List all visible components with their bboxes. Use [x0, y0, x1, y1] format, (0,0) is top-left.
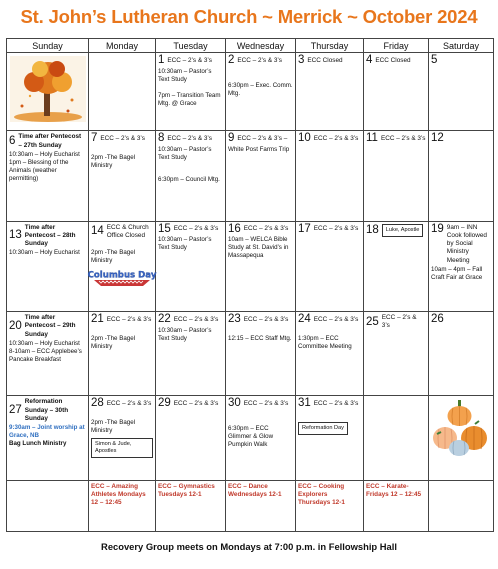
day-number: 23 — [228, 313, 241, 326]
ecc-status: ECC Closed — [375, 57, 411, 65]
day-number: 14 — [91, 225, 104, 238]
footer-note: Recovery Group meets on Mondays at 7:00 p.m. in Fellowship Hall — [101, 541, 397, 552]
event-text: 6:30pm – Council Mtg. — [158, 175, 220, 183]
event-text: 10:30am – Holy Eucharist — [9, 339, 80, 347]
day-cell-21 — [89, 312, 156, 396]
ecc-status: ECC – 2’s & 3’s — [106, 400, 152, 408]
event-text: 2pm -The Bagel Ministry — [91, 334, 136, 350]
day-cell-9 — [226, 131, 296, 221]
sunday-heading: Reformation Sunday – 30th Sunday — [24, 398, 69, 422]
day-number: 16 — [228, 222, 241, 235]
ecc-status: ECC – 2’s & 3’s — [106, 315, 152, 323]
ecc-status: ECC – 2’s & 3’s — [243, 315, 289, 323]
event-text: 10:30am – Holy Eucharist — [9, 150, 80, 158]
calendar-grid — [6, 38, 494, 532]
day-number: 27 — [9, 403, 22, 416]
day-cell-8 — [156, 131, 226, 221]
feast-day-box: Simon & Jude, Apostles — [91, 438, 153, 458]
day-header-saturday: Saturday — [429, 39, 494, 53]
day-cell-14 — [89, 221, 156, 311]
day-cell-13 — [7, 221, 89, 311]
day-number: 21 — [91, 313, 104, 326]
day-cell-24 — [296, 312, 364, 396]
sunday-heading: Time after Pentecost – 27th Sunday — [18, 133, 82, 149]
columbus-day-label: Columbus Day — [87, 270, 157, 281]
sunday-heading: Time after Pentecost – 29th Sunday — [24, 314, 76, 338]
day-cell-6 — [7, 131, 89, 221]
ecc-status: ECC – 2’s & 3’s — [237, 57, 282, 65]
ecc-status: ECC & Church Office Closed — [106, 223, 149, 239]
pumpkins-image-cell — [429, 396, 494, 480]
event-text: 9am – INN Cook followed by Social Ministry Meeting — [446, 223, 487, 264]
day-cell-18 — [364, 221, 429, 311]
weekday-header-row — [7, 39, 494, 53]
event-text: 2pm -The Bagel Ministry — [91, 418, 136, 434]
day-cell-19 — [429, 221, 494, 311]
ecc-status: ECC – 2’s & 3’s — [313, 135, 359, 143]
day-number: 8 — [158, 132, 165, 145]
week-row-4 — [7, 312, 494, 396]
day-cell-20 — [7, 312, 89, 396]
ecc-status: ECC – 2’s & 3’s — [100, 135, 145, 143]
day-cell-25 — [364, 312, 429, 396]
day-cell-15 — [156, 221, 226, 311]
day-number: 12 — [431, 132, 444, 145]
event-text: 10am – WELCA Bible Study at St. David’s in Massapequa — [228, 236, 289, 260]
day-cell-11 — [364, 131, 429, 221]
event-text: 6:30pm – Exec. Comm. Mtg. — [228, 81, 293, 97]
day-number: 9 — [228, 132, 235, 145]
event-text: 1pm – Blessing of the Animals (weather permitting) — [9, 158, 69, 182]
class-text: ECC – Dance Wednesdays 12-1 — [228, 482, 282, 498]
day-cell-7 — [89, 131, 156, 221]
day-header-friday: Friday — [364, 39, 429, 53]
week-row-3 — [7, 221, 494, 311]
day-number: 5 — [431, 54, 438, 67]
day-cell-22 — [156, 312, 226, 396]
ecc-status: ECC – 2’s & 3’s — [167, 135, 212, 143]
day-number: 6 — [9, 134, 16, 147]
day-cell-23 — [226, 312, 296, 396]
event-text: 9:30am – Joint worship at Grace, NB — [9, 423, 85, 439]
event-text: 10:30am – Pastor’s Text Study — [158, 326, 212, 342]
class-cell-friday — [364, 480, 429, 531]
day-number: 24 — [298, 313, 311, 326]
day-cell-10 — [296, 131, 364, 221]
day-number: 7 — [91, 132, 98, 145]
day-cell-blank — [364, 396, 429, 480]
day-header-tuesday: Tuesday — [156, 39, 226, 53]
day-cell-17 — [296, 221, 364, 311]
ecc-status: ECC – 2’s & 3’s — [173, 315, 219, 323]
day-number: 2 — [228, 54, 235, 67]
ecc-status: ECC – 2’s & 3’s — [243, 225, 289, 233]
day-header-sunday: Sunday — [7, 39, 89, 53]
class-cell-wednesday — [226, 480, 296, 531]
day-header-monday: Monday — [89, 39, 156, 53]
day-cell-30 — [226, 396, 296, 480]
feast-day-box: Reformation Day — [298, 422, 348, 435]
event-text: 12:15 – ECC Staff Mtg. — [228, 334, 292, 342]
ecc-status: ECC – 2’s & 3’s — [243, 400, 289, 408]
day-number: 18 — [366, 223, 379, 236]
week-row-1 — [7, 53, 494, 131]
day-number: 29 — [158, 397, 171, 410]
day-cell-26 — [429, 312, 494, 396]
week-row-2 — [7, 131, 494, 221]
event-text: 8-10am – ECC Applebee’s Pancake Breakfast — [9, 347, 82, 363]
day-cell-28 — [89, 396, 156, 480]
day-cell-1 — [156, 53, 226, 131]
class-text: ECC – Cooking Explorers Thursdays 12-1 — [298, 482, 345, 506]
columbus-day-icon — [87, 267, 157, 287]
event-text: 10:30am – Pastor’s Text Study — [158, 236, 212, 252]
day-number: 3 — [298, 54, 305, 67]
day-number: 13 — [9, 229, 22, 242]
event-text: 2pm -The Bagel Ministry — [91, 153, 136, 169]
autumn-tree-image-cell — [7, 53, 89, 131]
class-text: ECC – Amazing Athletes Mondays 12 – 12:45 — [91, 482, 146, 506]
ecc-status: ECC – 2’s & 3’s — [313, 225, 359, 233]
event-text: 10am – 4pm – Fall Craft Fair at Grace — [431, 265, 483, 281]
day-number: 30 — [228, 397, 241, 410]
ecc-status: ECC – 2’s & 3’s — [313, 400, 359, 408]
ecc-status: ECC – 2’s & 3’s — [313, 315, 359, 323]
ecc-status: ECC – 2’s & 3’s – — [237, 135, 288, 143]
day-header-thursday: Thursday — [296, 39, 364, 53]
feast-day-box: Luke, Apostle — [382, 224, 424, 237]
day-number: 15 — [158, 222, 171, 235]
event-text: 10:30am – Pastor’s Text Study — [158, 145, 212, 161]
day-cell-31 — [296, 396, 364, 480]
day-cell-27 — [7, 396, 89, 480]
class-cell-blank — [7, 480, 89, 531]
pumpkins-icon — [431, 398, 489, 458]
event-text: 7pm – Transition Team Mtg. @ Grace — [158, 91, 221, 107]
day-number: 28 — [91, 397, 104, 410]
sunday-heading: Time after Pentecost – 28th Sunday — [24, 223, 76, 248]
day-cell-2 — [226, 53, 296, 131]
day-cell-blank — [89, 53, 156, 131]
day-header-wednesday: Wednesday — [226, 39, 296, 53]
class-cell-tuesday — [156, 480, 226, 531]
day-number: 10 — [298, 132, 311, 145]
day-number: 1 — [158, 54, 165, 67]
day-cell-29 — [156, 396, 226, 480]
class-cell-monday — [89, 480, 156, 531]
event-text: 10:30am – Holy Eucharist — [9, 249, 80, 257]
event-text: 1:30pm – ECC Committee Meeting — [298, 334, 352, 350]
calendar-title: St. John’s Lutheran Church ~ Merrick ~ October 2024 — [20, 6, 478, 27]
day-number: 17 — [298, 222, 311, 235]
day-number: 4 — [366, 54, 373, 67]
day-number: 31 — [298, 397, 311, 410]
day-number: 11 — [366, 132, 378, 145]
ecc-status: ECC – 2’s & 3’s — [173, 225, 219, 233]
event-text: White Post Farms Trip — [228, 145, 290, 153]
autumn-tree-icon — [10, 56, 86, 122]
ecc-classes-row — [7, 480, 494, 531]
day-cell-4 — [364, 53, 429, 131]
day-cell-5 — [429, 53, 494, 131]
day-number: 19 — [431, 222, 444, 235]
ecc-status: ECC – 2’s & 3’s — [167, 57, 212, 65]
ecc-status: ECC – 2’s & 3’s — [173, 400, 219, 408]
day-number: 25 — [366, 315, 379, 328]
day-number: 26 — [431, 313, 444, 326]
event-text: 6:30pm – ECC Glimmer & Glow Pumpkin Walk — [228, 424, 274, 448]
class-text: ECC – Gymnastics Tuesdays 12-1 — [158, 482, 215, 498]
ecc-status: ECC – 2’s & 3’s — [380, 135, 426, 143]
class-cell-thursday — [296, 480, 364, 531]
day-cell-12 — [429, 131, 494, 221]
day-cell-3 — [296, 53, 364, 131]
week-row-5 — [7, 396, 494, 480]
ecc-status: ECC Closed — [307, 57, 343, 65]
event-text: 2pm -The Bagel Ministry — [91, 249, 136, 265]
event-text: Bag Lunch Ministry — [9, 439, 67, 447]
event-text: 10:30am – Pastor’s Text Study — [158, 67, 212, 83]
day-number: 22 — [158, 313, 171, 326]
ecc-status: ECC – 2’s & 3’s — [381, 314, 417, 330]
class-text: ECC – Karate-Fridays 12 – 12:45 — [366, 482, 422, 498]
day-cell-16 — [226, 221, 296, 311]
day-number: 20 — [9, 319, 22, 332]
class-cell-blank — [429, 480, 494, 531]
